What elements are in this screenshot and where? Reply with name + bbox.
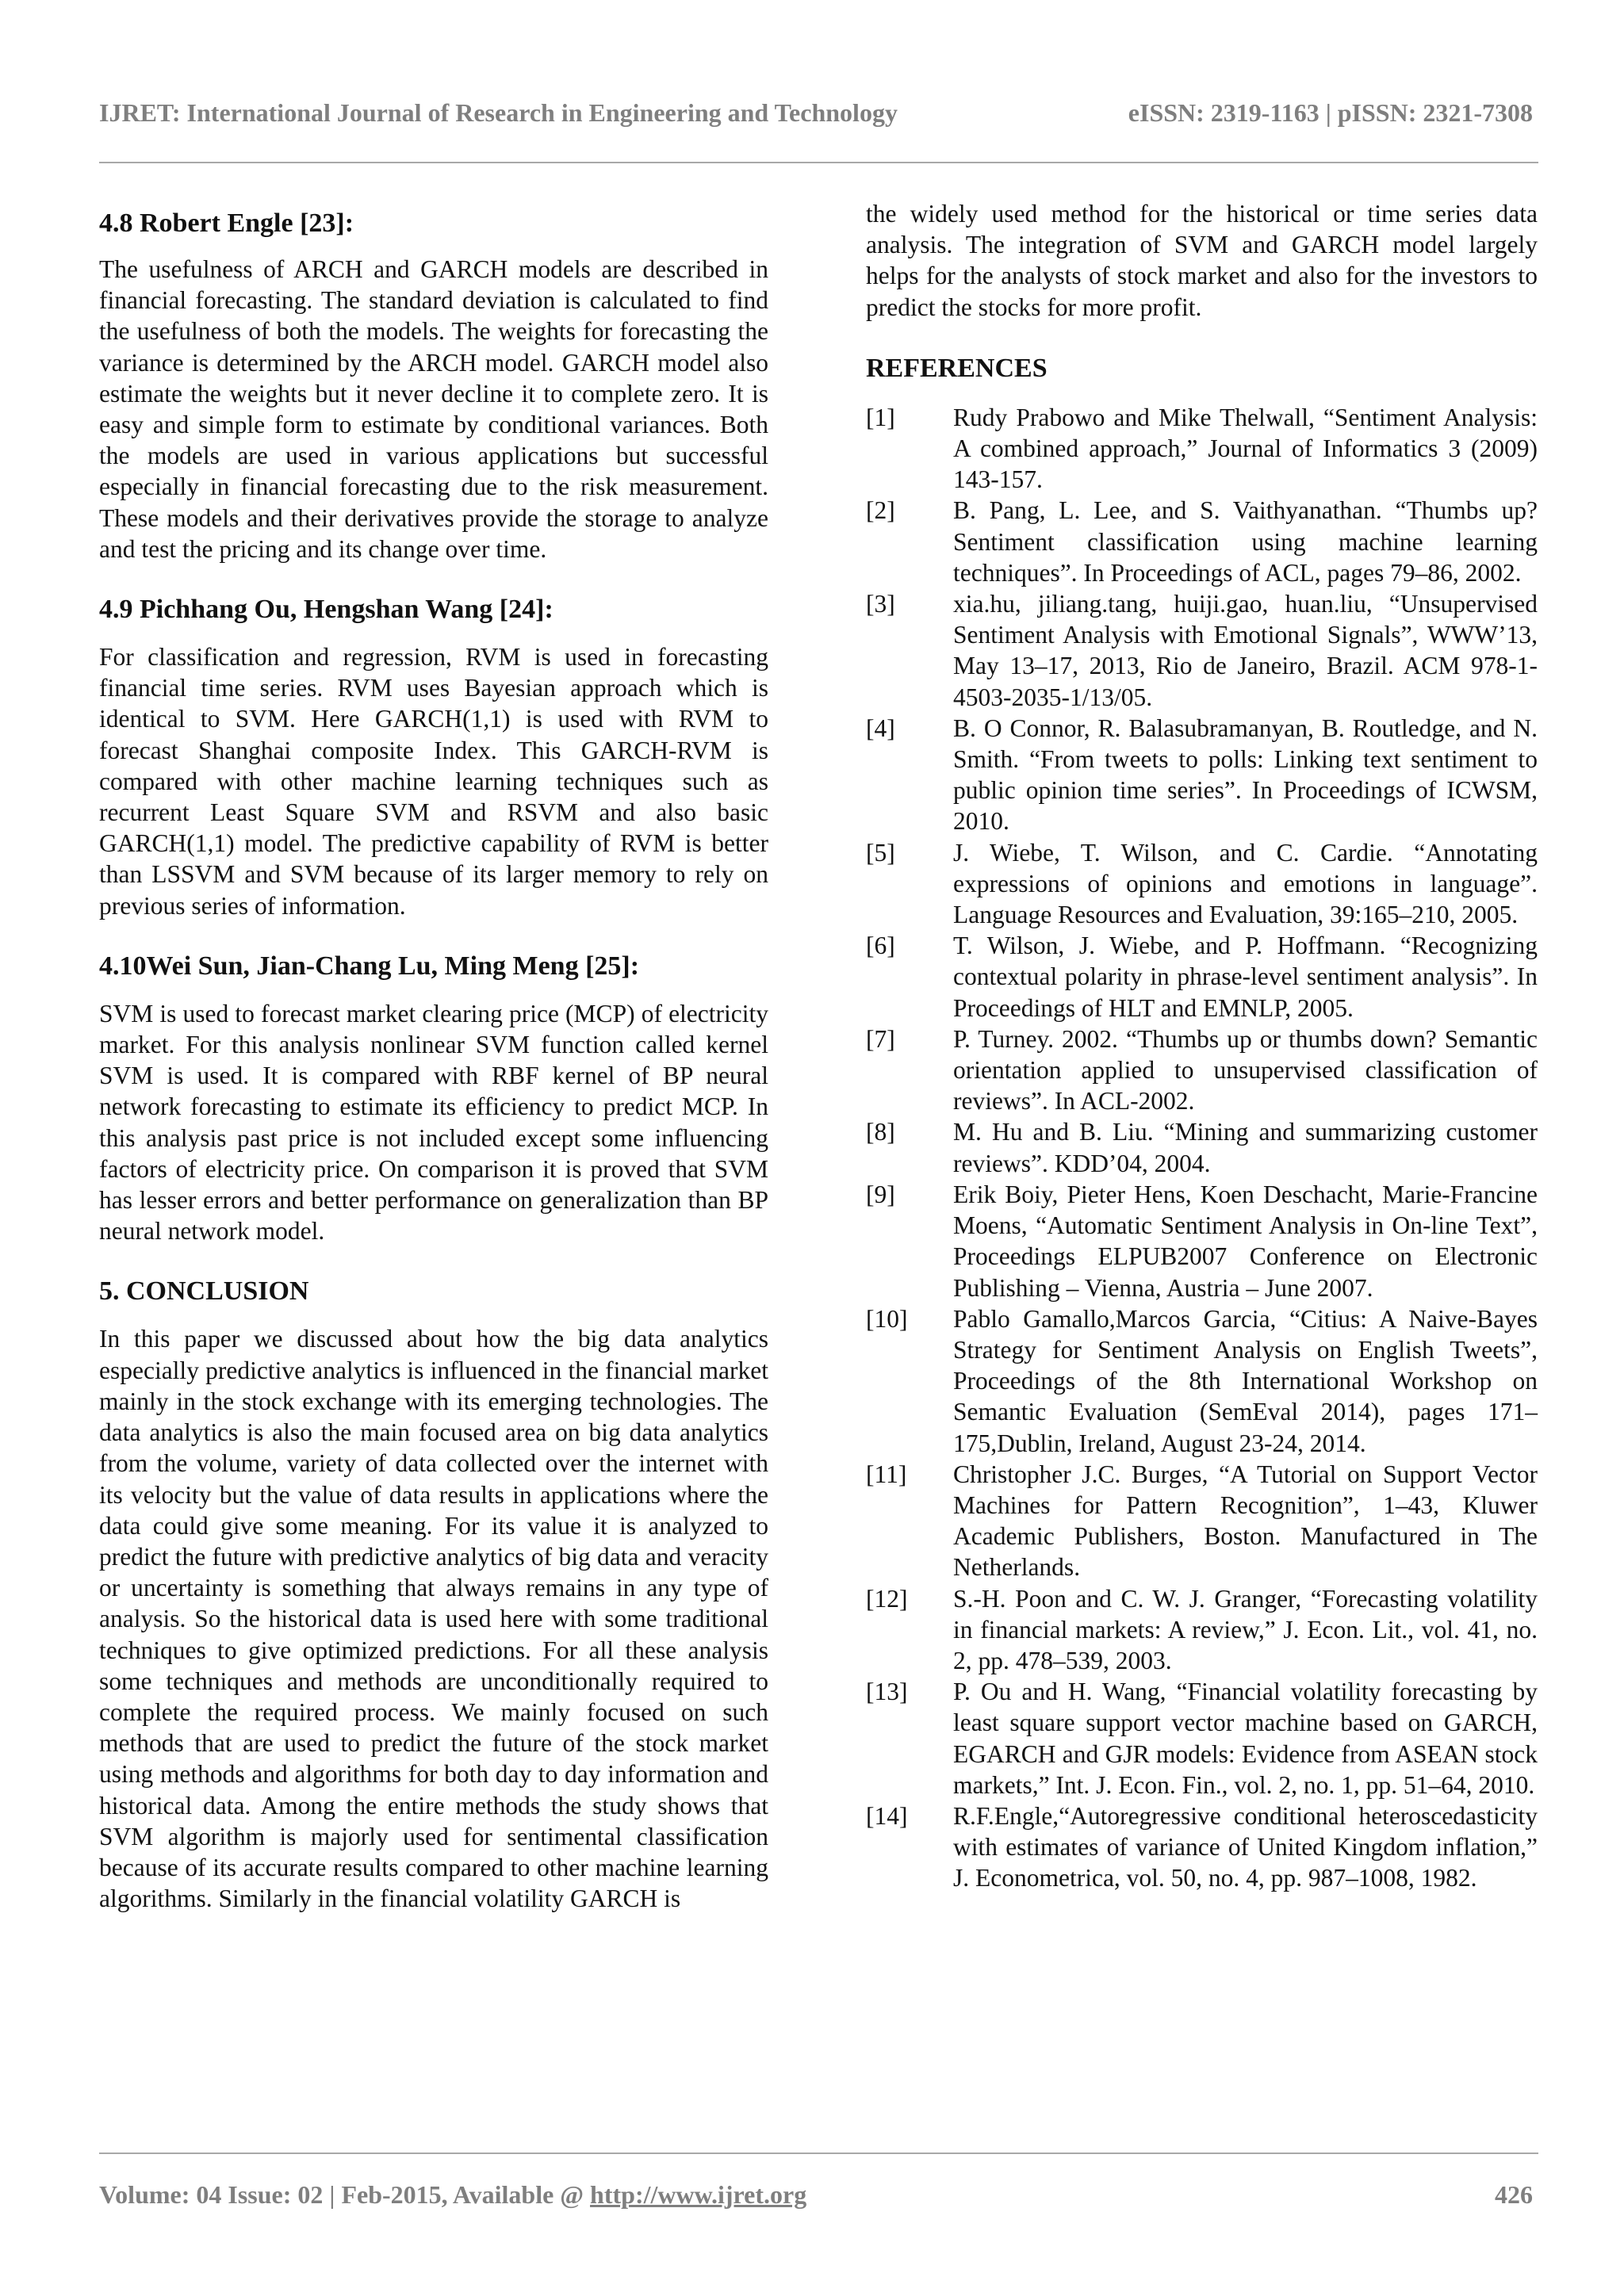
reference-item bbox=[866, 1024, 1538, 1117]
reference-item bbox=[866, 1676, 1538, 1800]
issn-numbers: eISSN: 2319-1163 | pISSN: 2321-7308 bbox=[1128, 98, 1533, 127]
journal-title: IJRET: International Journal of Research in Engineering and Technology bbox=[99, 98, 898, 127]
section-heading-conclusion: 5. CONCLUSION bbox=[99, 1276, 309, 1307]
reference-item bbox=[866, 837, 1538, 931]
section-body-4-8: The usefulness of ARCH and GARCH models are described in financial forecasting. The standard deviation is calculated to find the usefulness of both the models. The weights for forecasting the variance is determined by the ARCH model. GARCH model also estimate the weights but it never decline it to complete zero. It is easy and simple form to estimate by conditional variances. Both the models are used in various applications but successful especially in financial forecasting due to the risk measurement. These models and their derivatives provide the storage to analyze and test the pricing and its change over time. bbox=[99, 255, 768, 563]
reference-number: [10] bbox=[866, 1304, 908, 1333]
conclusion-continued: the widely used method for the historical or time series data analysis. The integration of SVM and GARCH model largely helps for the analysts of stock market and also for the investors to predict the stocks for more profit. bbox=[866, 200, 1538, 321]
reference-text: T. Wilson, J. Wiebe, and P. Hoffmann. “Recognizing contextual polarity in phrase-level sentiment analysis”. In Proceedings of HLT and EMNLP, 2005. bbox=[953, 932, 1538, 1022]
reference-item bbox=[866, 713, 1538, 837]
journal-url-link[interactable]: http://www.ijret.org bbox=[590, 2180, 807, 2209]
reference-number: [14] bbox=[866, 1801, 908, 1830]
reference-item bbox=[866, 495, 1538, 588]
reference-number: [13] bbox=[866, 1678, 908, 1706]
reference-text: Pablo Gamallo,Marcos Garcia, “Citius: A Naive-Bayes Strategy for Sentiment Analysis on English Tweets”, Proceedings of the 8th International Workshop on Semantic Evaluation (SemEval 2014), pages 171–175,Dublin, Ireland, August 23-24, 2014. bbox=[953, 1304, 1538, 1457]
reference-number: [11] bbox=[866, 1460, 907, 1488]
reference-number: [3] bbox=[866, 590, 895, 618]
reference-number: [9] bbox=[866, 1180, 895, 1208]
references-heading: REFERENCES bbox=[866, 353, 1048, 383]
right-column bbox=[866, 198, 1538, 1894]
section-body-4-9: For classification and regression, RVM is used in forecasting financial time series. RVM uses Bayesian approach which is identical to SVM. Here GARCH(1,1) is used with RVM to forecast Shanghai composite Index. This GARCH-RVM is compared with other machine learning techniques such as recurrent Least Square SVM and RSVM and also basic GARCH(1,1) model. The predictive capability of RVM is better than LSSVM and SVM because of its larger memory to rely on previous series of information. bbox=[99, 643, 768, 920]
reference-text: B. O Connor, R. Balasubramanyan, B. Routledge, and N. Smith. “From tweets to polls: Linking text sentiment to public opinion time series”. In Proceedings of ICWSM, 2010. bbox=[953, 714, 1538, 836]
section-heading-4-8: 4.8 Robert Engle [23]: bbox=[99, 209, 354, 238]
reference-text: B. Pang, L. Lee, and S. Vaithyanathan. “Thumbs up? Sentiment classification using machine learning techniques”. In Proceedings of ACL, pages 79–86, 2002. bbox=[953, 496, 1538, 587]
reference-number: [8] bbox=[866, 1118, 895, 1146]
reference-text: Erik Boiy, Pieter Hens, Koen Deschacht, Marie-Francine Moens, “Automatic Sentiment Analysis in On-line Text”, Proceedings ELPUB2007 Conference on Electronic Publishing – Vienna, Austria – June 2007. bbox=[953, 1180, 1538, 1302]
reference-item bbox=[866, 402, 1538, 496]
reference-text: P. Ou and H. Wang, “Financial volatility forecasting by least square support vector machine based on GARCH, EGARCH and GJR models: Evidence from ASEAN stock markets,” Int. J. Econ. Fin., vol. 2, no. 1, pp. 51–64, 2010. bbox=[953, 1678, 1538, 1799]
footer-divider bbox=[99, 2152, 1538, 2154]
reference-item bbox=[866, 1800, 1538, 1894]
reference-text: P. Turney. 2002. “Thumbs up or thumbs down? Semantic orientation applied to unsupervised classification of reviews”. In ACL-2002. bbox=[953, 1024, 1538, 1115]
reference-number: [5] bbox=[866, 838, 895, 867]
reference-item bbox=[866, 1459, 1538, 1583]
reference-item bbox=[866, 1583, 1538, 1677]
reference-text: J. Wiebe, T. Wilson, and C. Cardie. “Annotating expressions of opinions and emotions in language”. Language Resources and Evaluation, 39:165–210, 2005. bbox=[953, 838, 1538, 929]
reference-item bbox=[866, 588, 1538, 713]
reference-item bbox=[866, 1179, 1538, 1303]
reference-number: [12] bbox=[866, 1584, 908, 1613]
reference-text: R.F.Engle,“Autoregressive conditional heteroscedasticity with estimates of variance of United Kingdom inflation,” J. Econometrica, vol. 50, no. 4, pp. 987–1008, 1982. bbox=[953, 1801, 1538, 1892]
page-number: 426 bbox=[1495, 2180, 1533, 2209]
reference-text: Christopher J.C. Burges, “A Tutorial on Support Vector Machines for Pattern Recognition”, 1–43, Kluwer Academic Publishers, Boston. Manufactured in The Netherlands. bbox=[953, 1460, 1538, 1582]
reference-item bbox=[866, 1116, 1538, 1178]
reference-text: M. Hu and B. Liu. “Mining and summarizing customer reviews”. KDD’04, 2004. bbox=[953, 1118, 1538, 1177]
reference-list bbox=[866, 402, 1538, 1894]
reference-number: [6] bbox=[866, 932, 895, 960]
running-footer bbox=[99, 2180, 1533, 2210]
reference-number: [1] bbox=[866, 403, 895, 431]
volume-info: Volume: 04 Issue: 02 | Feb-2015, Available @ bbox=[99, 2180, 591, 2209]
reference-number: [4] bbox=[866, 714, 895, 742]
reference-number: [7] bbox=[866, 1024, 895, 1053]
reference-text: S.-H. Poon and C. W. J. Granger, “Forecasting volatility in financial markets: A review,” J. Econ. Lit., vol. 41, no. 2, pp. 478–539, 2003. bbox=[953, 1584, 1538, 1674]
running-header bbox=[99, 98, 1533, 128]
section-heading-4-10: 4.10Wei Sun, Jian-Chang Lu, Ming Meng [25]: bbox=[99, 951, 640, 981]
left-column bbox=[99, 208, 768, 1914]
reference-item bbox=[866, 930, 1538, 1024]
header-divider bbox=[99, 162, 1538, 163]
reference-text: xia.hu, jiliang.tang, huiji.gao, huan.liu, “Unsupervised Sentiment Analysis with Emotional Signals”, WWW’13, May 13–17, 2013, Rio de Janeiro, Brazil. ACM 978-1-4503-2035-1/13/05. bbox=[953, 590, 1538, 711]
reference-text: Rudy Prabowo and Mike Thelwall, “Sentiment Analysis: A combined approach,” Journal of Informatics 3 (2009) 143-157. bbox=[953, 403, 1538, 494]
reference-item bbox=[866, 1303, 1538, 1459]
section-body-4-10: SVM is used to forecast market clearing price (MCP) of electricity market. For this analysis nonlinear SVM function called kernel SVM is used. It is compared with RBF kernel of BP neural network forecasting to estimate its efficiency to predict MCP. In this analysis past price is not included except some influencing factors of electricity price. On comparison it is proved that SVM has lesser errors and better performance on generalization than BP neural network model. bbox=[99, 999, 768, 1246]
reference-number: [2] bbox=[866, 496, 895, 525]
section-heading-4-9: 4.9 Pichhang Ou, Hengshan Wang [24]: bbox=[99, 595, 553, 625]
section-body-conclusion: In this paper we discussed about how the big data analytics especially predictive analytics is influenced in the financial market mainly in the stock exchange with its emerging technologies. The data analytics is also the main focused area on big data analytics from the volume, variety of data collected over the internet with its velocity but the value of data results in applications where the data could give some meaning. For its value it is analyzed to predict the future with predictive analytics of big data and veracity or uncertainty is something that always remains in any type of analysis. So the historical data is used here with some traditional techniques to give optimized predictions. For all these analysis some techniques and methods are unconditionally required to complete the required process. We mainly focused on such methods that are used to predict the future of the stock market using methods and algorithms for both day to day information and historical data. Among the entire methods the study shows that SVM algorithm is majorly used for sentimental classification because of its accurate results compared to other machine learning algorithms. Similarly in the financial volatility GARCH is bbox=[99, 1325, 768, 1913]
